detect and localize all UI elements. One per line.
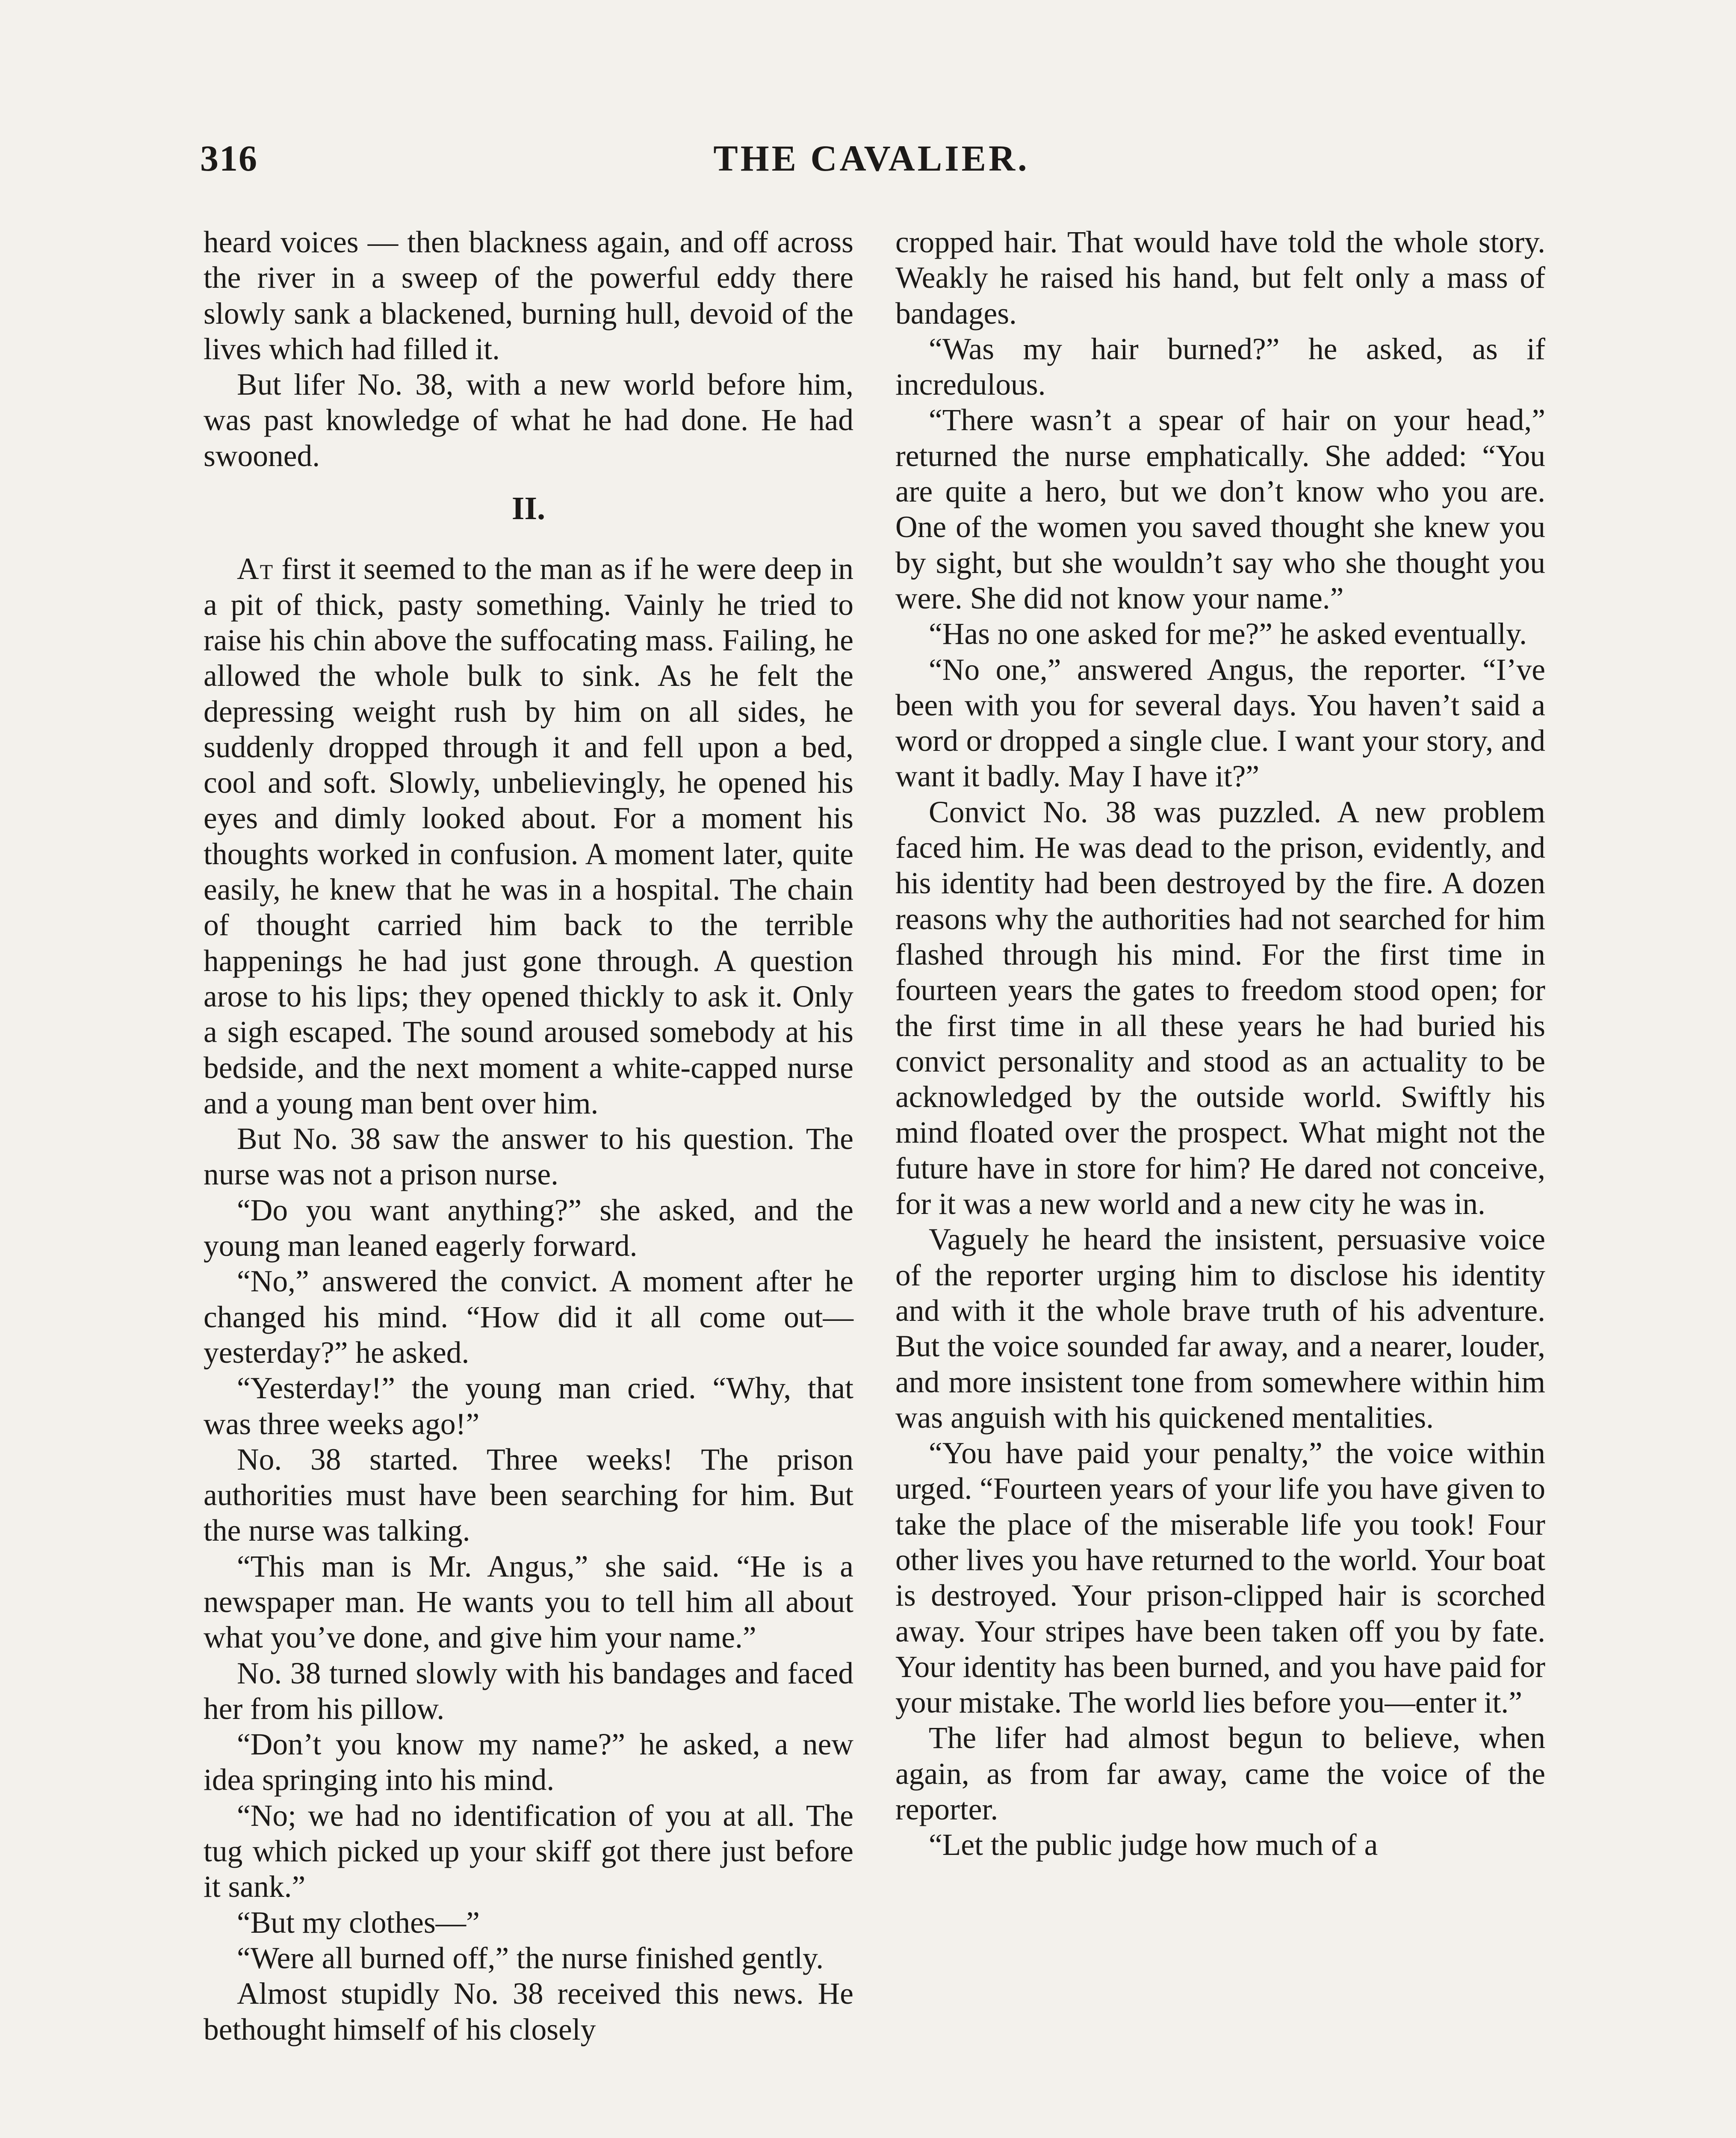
paragraph: “You have paid your penalty,” the voice within urged. “Fourteen years of your life you have given to take the place of the miserable life you took! Four other lives you have returned to the world. Your boat is destroyed. Your prison-clipped hair is scorched away. Your stripes have been taken off you by fate. Your identity has been burned, and you have paid for your mistake. The world lies before you—enter it.” (895, 1436, 1545, 1720)
paragraph: “No one,” answered Angus, the reporter. “I’ve been with you for several days. You haven’t said a word or dropped a single clue. I want your story, and want it badly. May I have it?” (895, 653, 1545, 794)
running-title: THE CAVALIER. (713, 138, 1030, 179)
page-header (200, 137, 1543, 192)
paragraph: “Was my hair burned?” he asked, as if incredulous. (895, 332, 1545, 402)
paragraph: cropped hair. That would have told the whole story. Weakly he raised his hand, but felt only a mass of bandages. (895, 225, 1545, 331)
paragraph: “But my clothes—” (237, 1905, 480, 1940)
paragraph: “Don’t you know my name?” he asked, a new idea springing into his mind. (204, 1728, 853, 1797)
paragraph: “Were all burned off,” the nurse finished gently. (237, 1941, 824, 1975)
opening-word: At (237, 552, 274, 586)
paragraph: “Yesterday!” the young man cried. “Why, that was three weeks ago!” (204, 1371, 853, 1441)
paragraph: heard voices — then blackness again, and off across the river in a sweep of the powerful eddy there slowly sank a blackened, burning hull, devoid of the lives which had filled it. (204, 225, 853, 366)
paragraph: No. 38 started. Three weeks! The prison authorities must have been searching for him. But the nurse was talking. (204, 1442, 853, 1548)
paragraph: Vaguely he heard the insistent, persuasive voice of the reporter urging him to disclose his identity and with it the whole brave truth of his adventure. But the voice sounded far away, and a nearer, louder, and more insistent tone from somewhere within him was anguish with his quickened mentalities. (895, 1223, 1545, 1435)
left-column (204, 224, 853, 2047)
paragraph: No. 38 turned slowly with his bandages and faced her from his pillow. (204, 1656, 853, 1726)
paragraph: “There wasn’t a spear of hair on your head,” returned the nurse emphatically. She added: “You are quite a hero, but we don’t know who you are. One of the women you saved thought she knew you by sight, but she wouldn’t say who she thought you were. She did not know your name.” (895, 403, 1545, 615)
opening-text: first it seemed to the man as if he were deep in a pit of thick, pasty something. Vainly he tried to raise his chin above the suffocating mass. Failing, he allowed the whole bulk to sink. As he felt the depressing weight rush by him on all sides, he suddenly dropped through it and fell upon a bed, cool and soft. Slowly, unbelievingly, he opened his eyes and dimly looked about. For a moment his thoughts worked in confusion. A moment later, quite easily, he knew that he was in a hospital. The chain of thought carried him back to the terrible happenings he had just gone through. A question arose to his lips; they opened thickly to ask it. Only a sigh escaped. The sound aroused somebody at his bedside, and the next moment a white-capped nurse and a young man bent over him. (204, 552, 853, 1120)
paragraph: Convict No. 38 was puzzled. A new problem faced him. He was dead to the prison, evidently, and his identity had been destroyed by the fire. A dozen reasons why the authorities had not searched for him flashed through his mind. For the first time in fourteen years the gates to freedom stood open; for the first time in all these years he had buried his convict personality and stood as an actuality to be acknowledged by the outside world. Swiftly his mind floated over the prospect. What might not the future have in store for him? He dared not conceive, for it was a new world and a new city he was in. (895, 795, 1545, 1221)
paragraph: But lifer No. 38, with a new world before him, was past knowledge of what he had done. He had swooned. (204, 368, 853, 473)
right-column (895, 224, 1545, 1863)
paragraph: “Has no one asked for me?” he asked eventually. (929, 617, 1527, 651)
paragraph: “Let the public judge how much of a (929, 1828, 1378, 1862)
section-heading: II. (511, 490, 546, 527)
paragraph: “No,” answered the convict. A moment after he changed his mind. “How did it all come out—yesterday?” he asked. (204, 1264, 853, 1370)
paragraph: “Do you want anything?” she asked, and the young man leaned eagerly forward. (204, 1193, 853, 1263)
paragraph: The lifer had almost begun to believe, when again, as from far away, came the voice of the reporter. (895, 1721, 1545, 1827)
paragraph: “No; we had no identification of you at all. The tug which picked up your skiff got there just before it sank.” (204, 1798, 853, 1904)
paragraph: But No. 38 saw the answer to his question. The nurse was not a prison nurse. (204, 1122, 853, 1192)
paragraph: Almost stupidly No. 38 received this news. He bethought himself of his closely (204, 1977, 853, 2046)
opening-paragraph (204, 551, 853, 1121)
page-number: 316 (200, 138, 258, 179)
paragraph: “This man is Mr. Angus,” she said. “He is a newspaper man. He wants you to tell him all about what you’ve done, and give him your name.” (204, 1549, 853, 1655)
